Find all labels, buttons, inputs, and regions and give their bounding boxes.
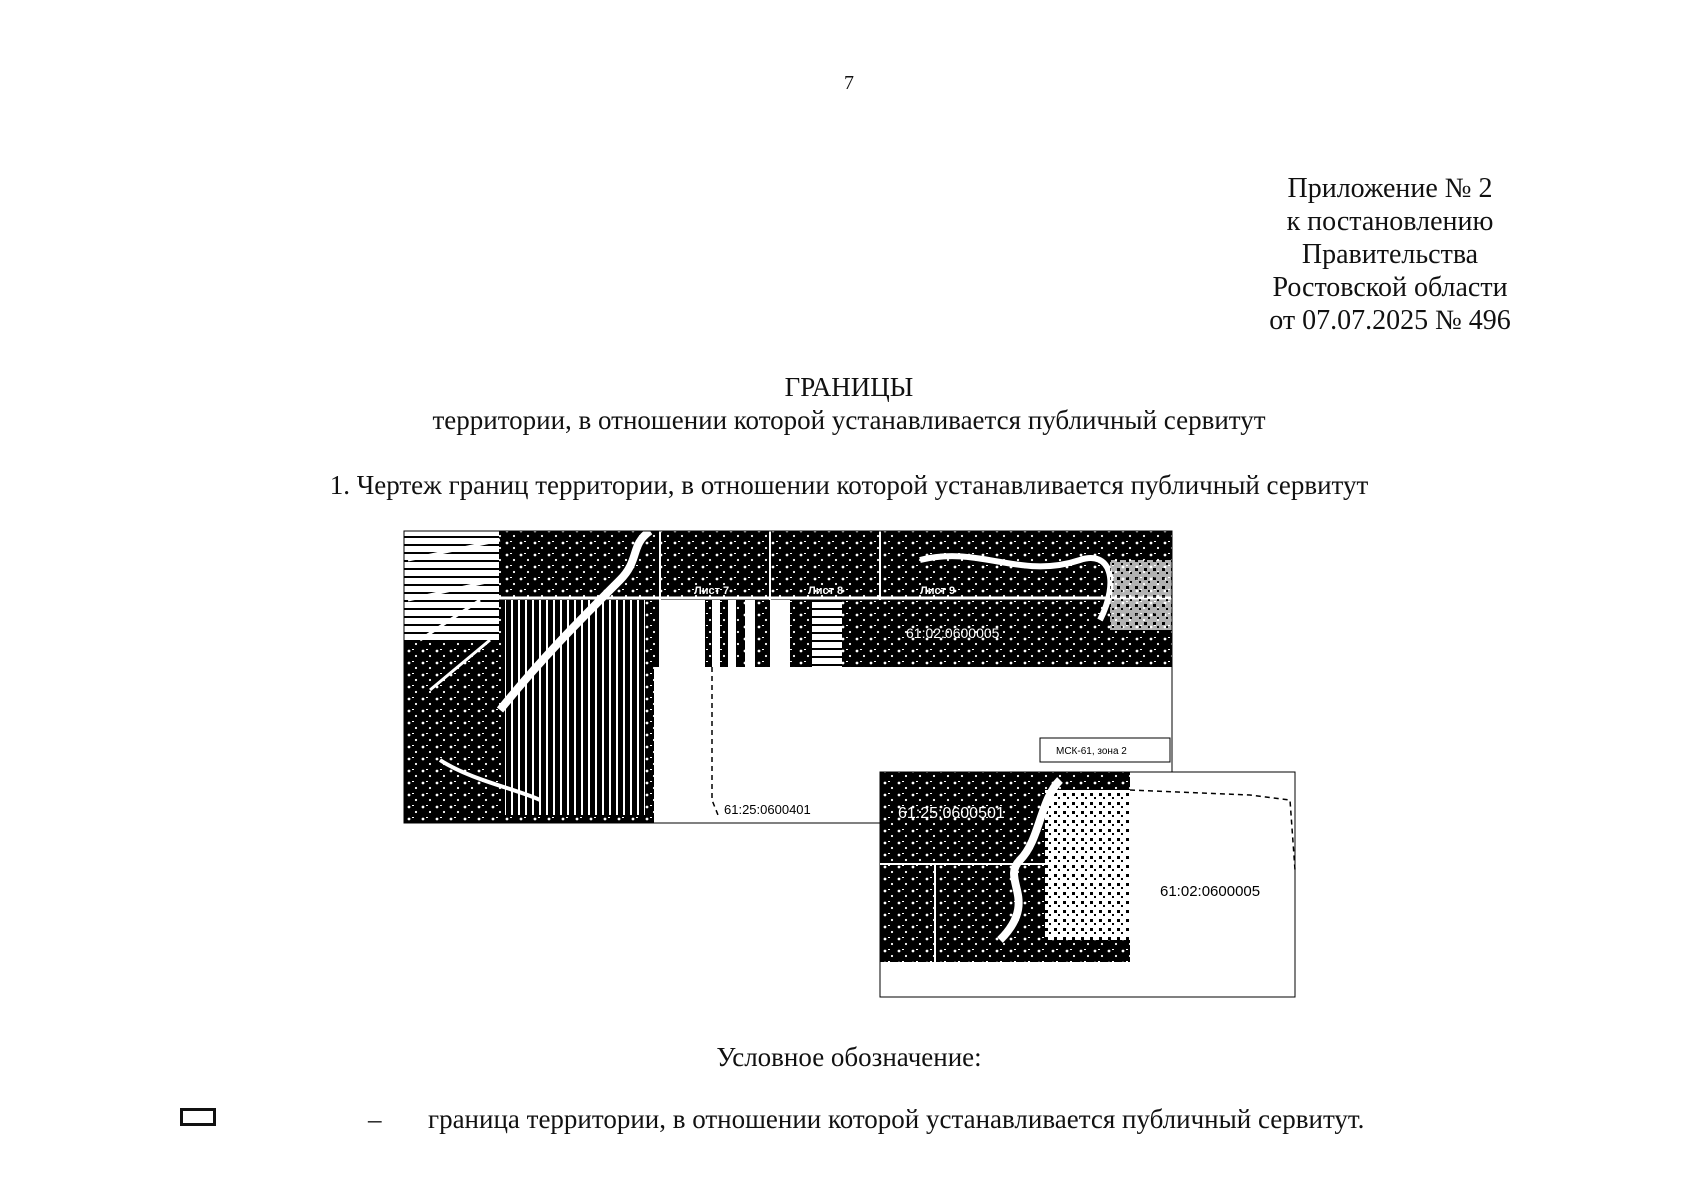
parcel-label-top: 61:02:0600005 <box>906 625 1000 641</box>
appendix-line-4: Ростовской области <box>1272 272 1508 303</box>
parcel-label-middle: 61:25:0600401 <box>724 802 811 817</box>
parcel-label-right: 61:02:0600005 <box>1160 883 1261 900</box>
legend-boundary-symbol <box>180 1108 216 1126</box>
place-label-c: Лист 9 <box>920 585 956 597</box>
appendix-line-1: Приложение № 2 <box>1287 173 1493 204</box>
appendix-line-5: от 07.07.2025 № 496 <box>1269 305 1511 336</box>
page-number: 7 <box>844 72 854 94</box>
legend-title: Условное обозначение: <box>716 1042 982 1072</box>
crs-label: МСК-61, зона 2 <box>1056 746 1127 757</box>
appendix-line-2: к постановлению <box>1286 206 1494 237</box>
place-label-b: Лист 8 <box>808 585 844 597</box>
parcel-label-inset: 61:25:0600501 <box>898 805 1005 822</box>
legend-dash: – <box>368 1104 382 1134</box>
document-subtitle: территории, в отношении которой устанавливается публичный сервитут <box>432 405 1266 435</box>
place-label-a: Лист 7 <box>694 585 730 597</box>
appendix-line-3: Правительства <box>1301 239 1479 270</box>
legend-description: граница территории, в отношении которой устанавливается публичный сервитут. <box>428 1104 1365 1134</box>
document-title: ГРАНИЦЫ <box>784 372 914 402</box>
section-heading: 1. Чертеж границ территории, в отношении которой устанавливается публичный сервитут <box>329 470 1369 500</box>
